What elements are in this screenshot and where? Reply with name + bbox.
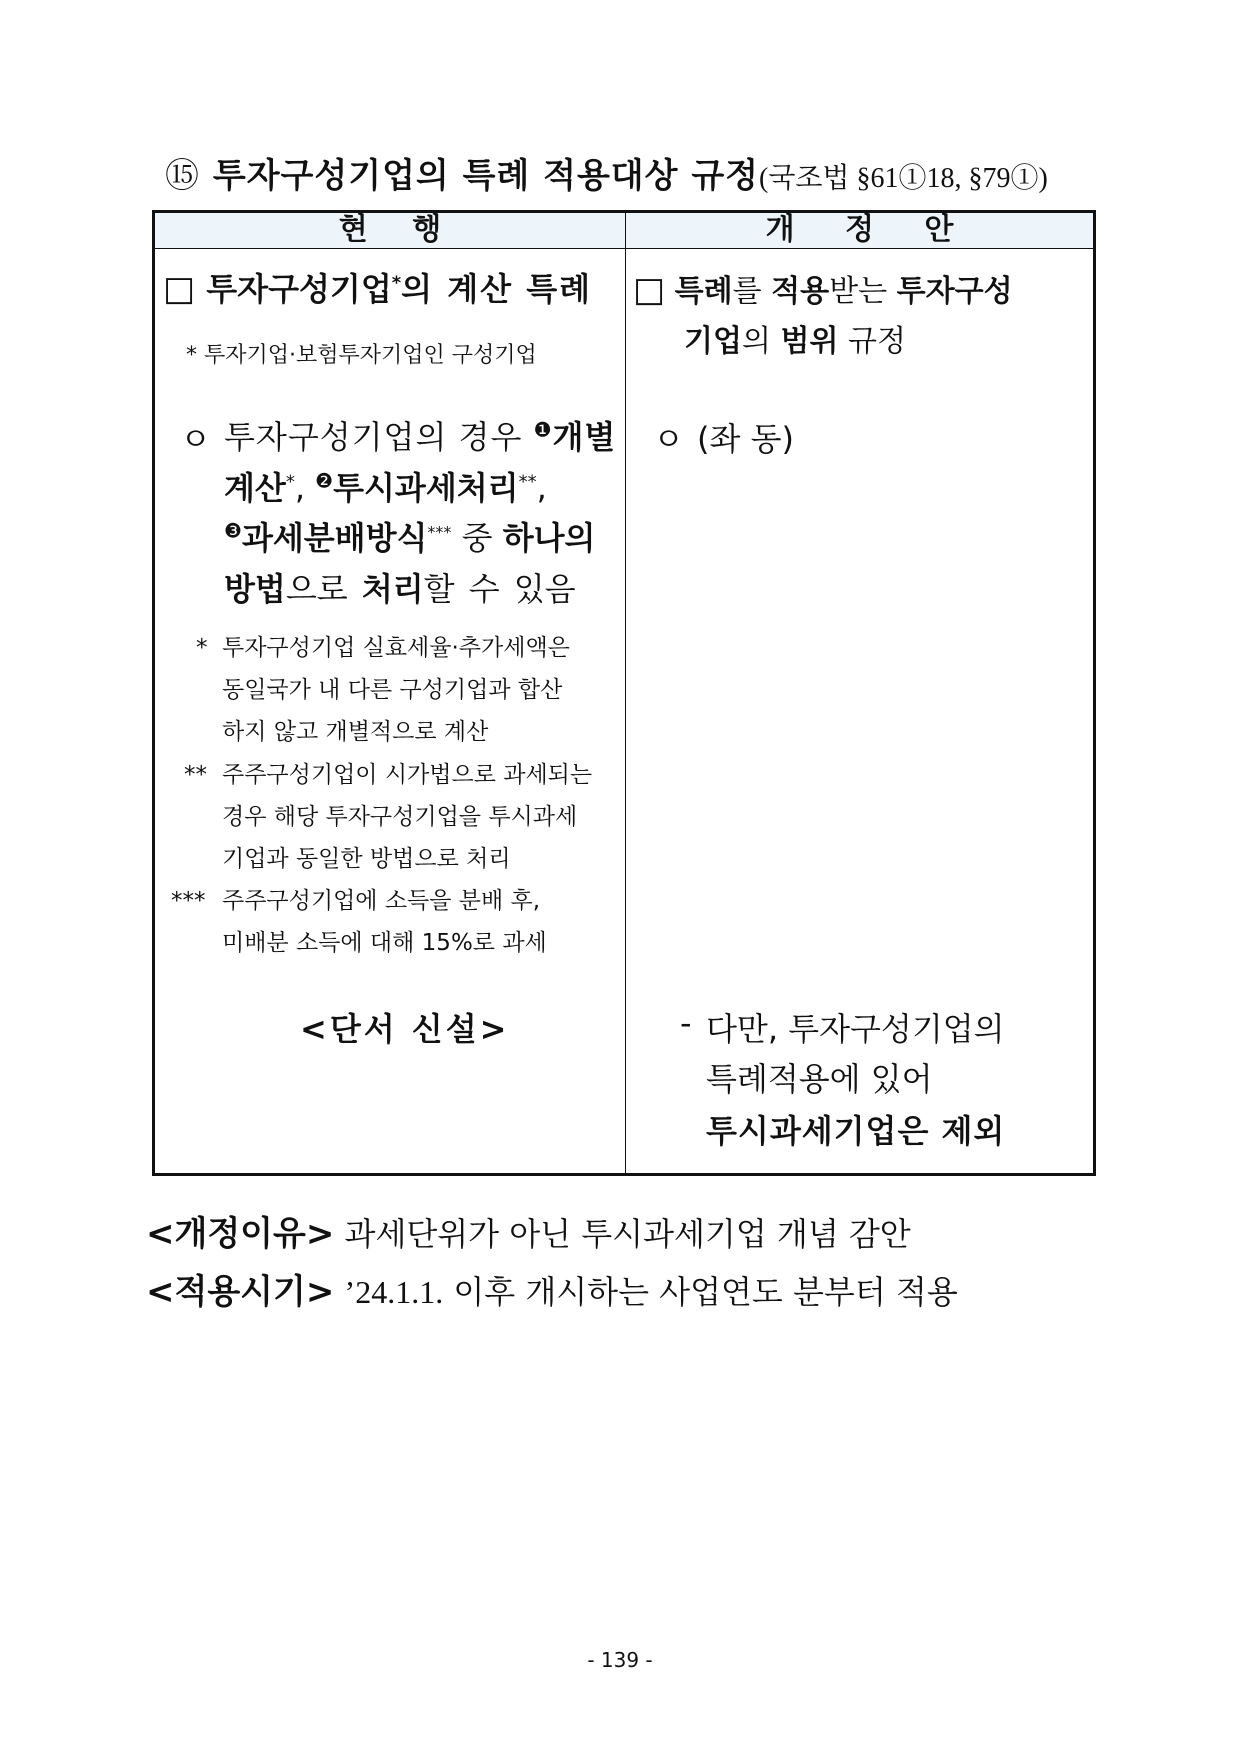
footnote-mark: ***: [427, 522, 452, 542]
proposed-proviso-line-3: 투시과세기업은 제외: [706, 1112, 1006, 1150]
effective-date: [146, 1264, 958, 1313]
footnote-3-mark: ***: [171, 888, 206, 914]
current-text: 중: [451, 519, 503, 557]
checkbox-icon: □: [633, 270, 666, 310]
footnote-mark: *: [391, 272, 402, 294]
header-proposed: 개 정 안: [626, 213, 1093, 248]
footnote-2: [222, 754, 592, 880]
current-para-line-1: [224, 412, 616, 458]
proposed-bullet: ㅇ: [653, 420, 684, 458]
footnote-1: [222, 627, 570, 753]
page-number: - 139 -: [587, 1648, 653, 1672]
proposed-heading-line-1: [633, 266, 1013, 310]
footnote-2-mark: **: [184, 762, 207, 788]
reason-label: <개정이유>: [146, 1214, 335, 1254]
proposed-heading-line-2: [684, 316, 906, 360]
law-reference: (국조법 §61①18, §79①): [759, 163, 1048, 194]
header-current: 현 행: [155, 213, 625, 248]
proposed-same-as-left: (좌 동): [697, 420, 794, 458]
checkbox-icon: □: [163, 269, 196, 309]
footnote-line: 미배분 소득에 대해 15%로 과세: [222, 930, 547, 956]
current-text-bold: 계산: [224, 469, 286, 507]
proposed-text: 의: [741, 324, 781, 359]
proposed-text: 규정: [838, 324, 906, 359]
current-para-line-2: [224, 463, 547, 509]
current-note-0: * 투자기업·보험투자기업인 구성기업: [186, 343, 537, 368]
footnote-line: 경우 해당 투자구성기업을 투시과세: [222, 804, 578, 830]
proposed-proviso-line-2: 특례적용에 있어: [706, 1060, 933, 1098]
current-para-line-3: [224, 513, 595, 559]
current-text-bold: 투시과세처리: [333, 469, 519, 507]
footnote-1-mark: *: [196, 635, 208, 661]
circled-two-icon: ❷: [315, 468, 334, 493]
effective-text: 이후 개시하는 사업연도 분부터 적용: [453, 1273, 958, 1311]
new-clause-label: <단서 신설>: [300, 1010, 510, 1048]
footnote-line: 하지 않고 개별적으로 계산: [222, 719, 489, 745]
header-divider: [152, 248, 1096, 249]
footnote-line: 투자구성기업 실효세율·추가세액은: [222, 635, 570, 661]
current-bullet: ㅇ: [180, 420, 211, 458]
footnote-line: 동일국가 내 다른 구성기업과 합산: [222, 677, 563, 703]
proposed-text: 를: [732, 274, 772, 309]
amendment-reason: [146, 1206, 911, 1255]
current-text: 투자구성기업의 경우: [224, 418, 534, 456]
section-title: [165, 148, 1048, 197]
circled-three-icon: ❸: [224, 518, 242, 543]
proposed-text: 받는: [829, 274, 897, 309]
current-text: 할 수 있음: [423, 570, 576, 608]
proposed-text-bold: 범위: [780, 324, 839, 359]
footnote-line: 기업과 동일한 방법으로 처리: [222, 846, 511, 872]
proposed-text-bold: 특례: [674, 274, 733, 309]
footnote-mark: **: [518, 471, 537, 493]
footnote-3: [222, 880, 547, 964]
current-text-bold: 개별: [552, 418, 617, 456]
current-para-line-4: [224, 564, 576, 610]
section-title-text: 투자구성기업의 특례 적용대상 규정: [212, 156, 760, 196]
reason-text: 과세단위가 아닌 투시과세기업 개념 감안: [344, 1215, 911, 1253]
footnote-line: 주주구성기업이 시가법으로 과세되는: [222, 762, 593, 788]
section-number: ⑮: [165, 156, 200, 196]
footnote-line: 주주구성기업에 소득을 분배 후,: [222, 888, 541, 914]
circled-one-icon: ❶: [533, 417, 553, 442]
current-text-bold: 과세분배방식: [241, 519, 428, 557]
footnote-mark: *: [285, 471, 295, 493]
proposed-dash: -: [680, 1004, 692, 1042]
current-text: 으로: [285, 570, 362, 608]
current-heading-a: 투자구성기업: [206, 270, 392, 308]
current-text: ,: [294, 469, 316, 507]
effective-label: <적용시기>: [146, 1272, 335, 1312]
current-text-bold: 처리: [361, 570, 424, 608]
current-text-bold: 방법: [224, 570, 286, 608]
current-heading-b: 의 계산 특례: [401, 270, 593, 308]
current-text: ,: [536, 469, 547, 507]
column-divider: [625, 210, 626, 1176]
proposed-text-bold: 기업: [684, 324, 742, 359]
proposed-proviso-line-1: 다만, 투자구성기업의: [706, 1010, 1005, 1048]
current-heading: [163, 264, 592, 310]
current-text-bold: 하나의: [502, 519, 596, 557]
effective-date-value: ’24.1.1.: [344, 1274, 444, 1310]
proposed-text-bold: 투자구성: [896, 274, 1013, 309]
proposed-text-bold: 적용: [771, 274, 830, 309]
